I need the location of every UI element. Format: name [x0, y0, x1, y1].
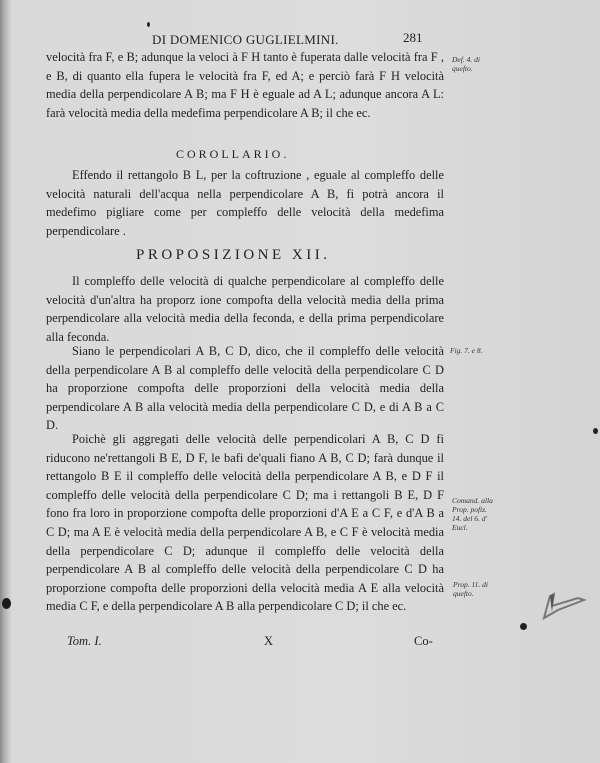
ink-spot [520, 623, 527, 630]
ink-stain [538, 588, 588, 623]
paragraph-text: Poichè gli aggregati delle velocità delle perpendicolari A B, C D fi riducono ne'rettangoli B E, D F, le bafi de'quali fiano A B, C D; farà dunque il rettangolo B E il compleffo delle velocità della perpendicolare A B, e D F il compleffo delle velocità della perpendicolare C D; ma i rettangoli B E, D F fono fra loro in proporzione compofta delle proporzioni d'A E a C F, e d'A B a C D; ma A E è velocità media della perpendicolare A B, e C F è velocità media della perpendicolare C D; adunque il compleffo delle velocità della perpendicolare A B al compleffo delle velocità della perpendicolare C D ha proporzione compofta delle proporzioni della velocità media A E alla velocità media C F, e della perpendicolare A B alla perpendicolare C D; il che ec. [46, 432, 444, 614]
margin-note: Def. 4. di quefto. [452, 55, 480, 73]
proposizione-heading: PROPOSIZIONE XII. [136, 247, 331, 263]
page-number: 281 [403, 30, 423, 45]
paragraph-4 [46, 342, 444, 435]
paragraph-2 [46, 166, 444, 240]
ink-spot [593, 428, 598, 434]
ink-spot [147, 22, 150, 27]
margin-note: Comand. alla Prop. pofiz. 14. del 6. d' Eucl. [452, 496, 493, 532]
footer-gathering-mark: X [264, 634, 274, 648]
paragraph-text: Il compleffo delle velocità di qualche perpendicolare al compleffo delle velocità d'un'altra ha proporz ione compofta della velocità media della prima perpendicolare alla velocità media della feconda, e della prima perpendicolare alla feconda. [46, 274, 444, 344]
paragraph-text: Effendo il rettangolo B L, per la coftruzione , eguale al compleffo delle velocità naturali dell'acqua nella perpendicolare A B, fi potrà ancora il medefimo pigliare come per compleffo delle velocità della medefima perpendicolare . [46, 168, 444, 238]
paragraph-3 [46, 272, 444, 346]
corollario-heading: COROLLARIO. [176, 147, 290, 161]
binding-hole [2, 598, 11, 609]
margin-note: Prop. 11. di quefto. [453, 580, 488, 598]
margin-note: Fig. 7. e 8. [450, 346, 483, 355]
running-header: DI DOMENICO GUGLIELMINI. [152, 32, 339, 47]
paragraph-text: velocità fra F, e B; adunque la veloci à F H tanto è fuperata dalle velocità fra F , e B, di quanto ella fupera le velocità fra F, ed A; e perciò farà F H velocità media della perpendicolare A B; ma F H è eguale ad A L; adunque ancora A L: farà velocità media della medefima perpendicolare A B; il che ec. [46, 50, 444, 120]
footer-catchword: Co- [414, 634, 433, 648]
paragraph-5 [46, 430, 444, 616]
paragraph-1 [46, 48, 444, 122]
footer-signature: Tom. I. [67, 634, 102, 648]
paragraph-text: Siano le perpendicolari A B, C D, dico, che il compleffo delle velocità della perpendicolare A B al compleffo delle velocità della perpendicolare C D ha proporzione compofta delle proporzioni della velocità media della perpendicolare A B alla velocità media della perpendicolare C D, e di A B a C D. [46, 344, 444, 433]
